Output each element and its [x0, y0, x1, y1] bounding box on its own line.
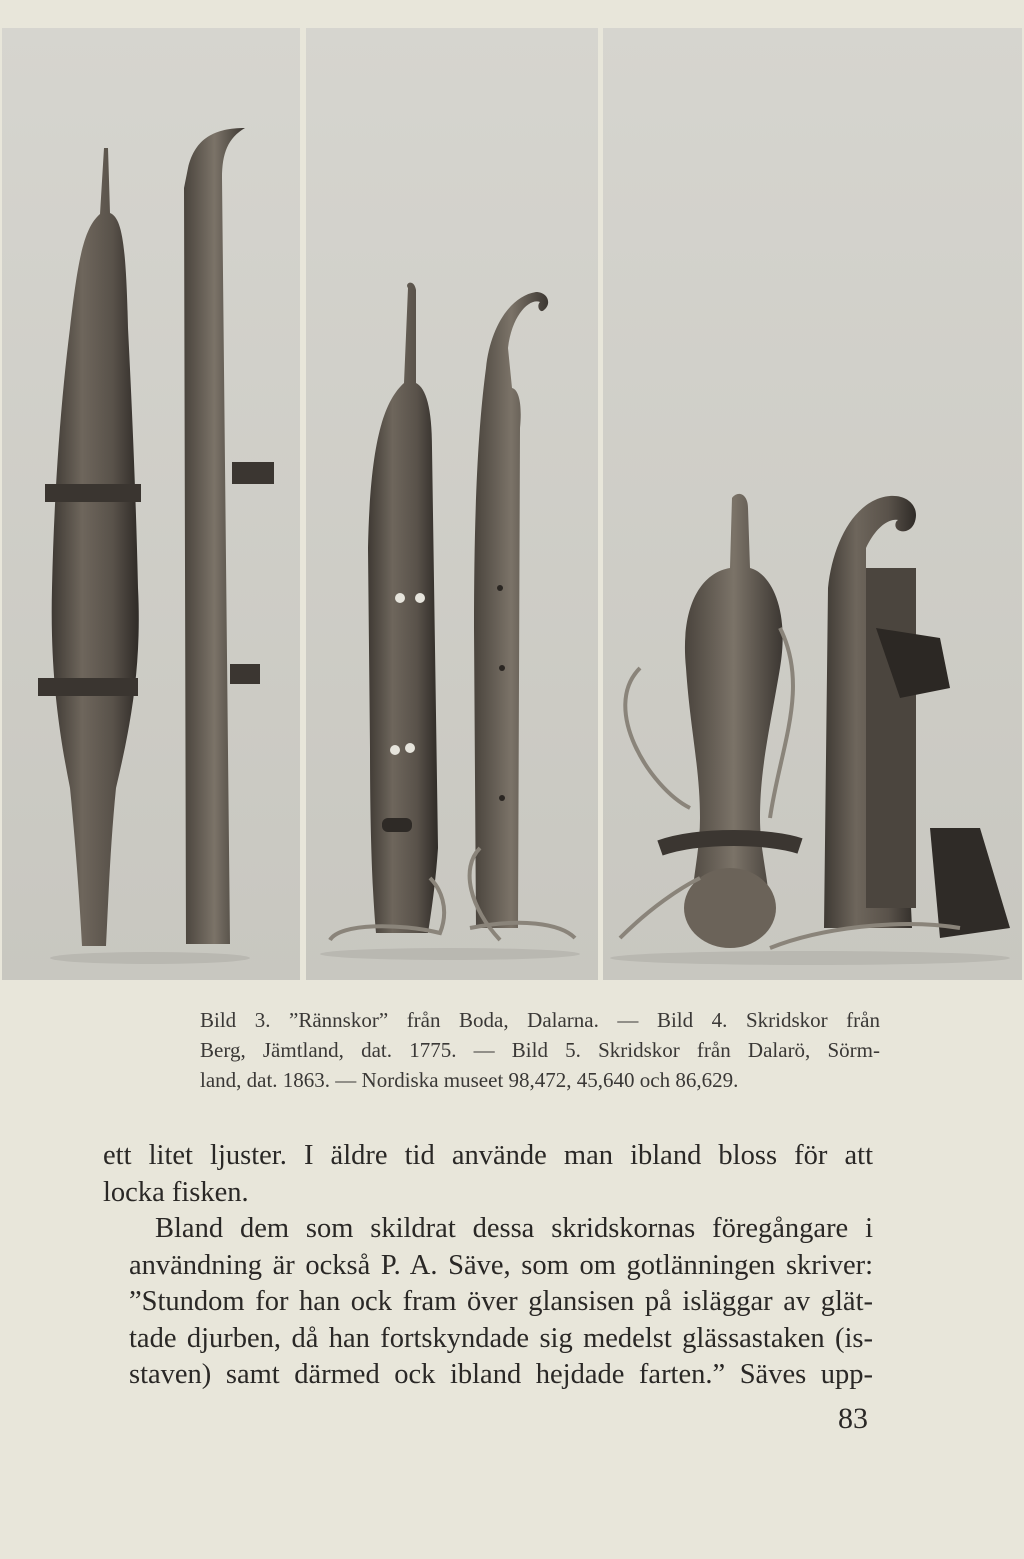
paragraph [103, 1211, 873, 1394]
panel-bild-5 [603, 28, 1022, 980]
text-line: locka fisken. [103, 1176, 249, 1208]
page-number: 83 [838, 1402, 868, 1435]
caption-line: Berg, Jämtland, dat. 1775. — Bild 5. Skridskor från Dalarö, Sörm- [200, 1038, 880, 1062]
panel-bild-4 [306, 28, 598, 980]
caption-line: Bild 3. ”Rännskor” från Boda, Dalarna. — Bild 4. Skridskor från [200, 1008, 880, 1032]
figure-caption [200, 1005, 880, 1095]
text-line: Bland dem som skildrat dessa skridskornas föregångare i [155, 1213, 873, 1244]
text-line: användning är också P. A. Säve, som om gotlänningen skriver: [129, 1249, 873, 1281]
text-line: ”Stundom for han ock fram över glansisen på isläggar av glät- [129, 1286, 873, 1317]
text-line: tade djurben, då han fortskyndade sig medelst glässastaken (is- [129, 1322, 873, 1354]
caption-line: land, dat. 1863. — Nordiska museet 98,472, 45,640 och 86,629. [200, 1068, 739, 1092]
figure-photograph [0, 28, 1024, 986]
panel-bild-3 [2, 28, 300, 980]
text-line: staven) samt därmed ock ibland hejdade farten.” Säves upp- [129, 1359, 873, 1390]
paragraph [103, 1138, 873, 1211]
text-line: ett litet ljuster. I äldre tid använde man ibland bloss för att [103, 1140, 873, 1171]
body-text [103, 1138, 873, 1394]
